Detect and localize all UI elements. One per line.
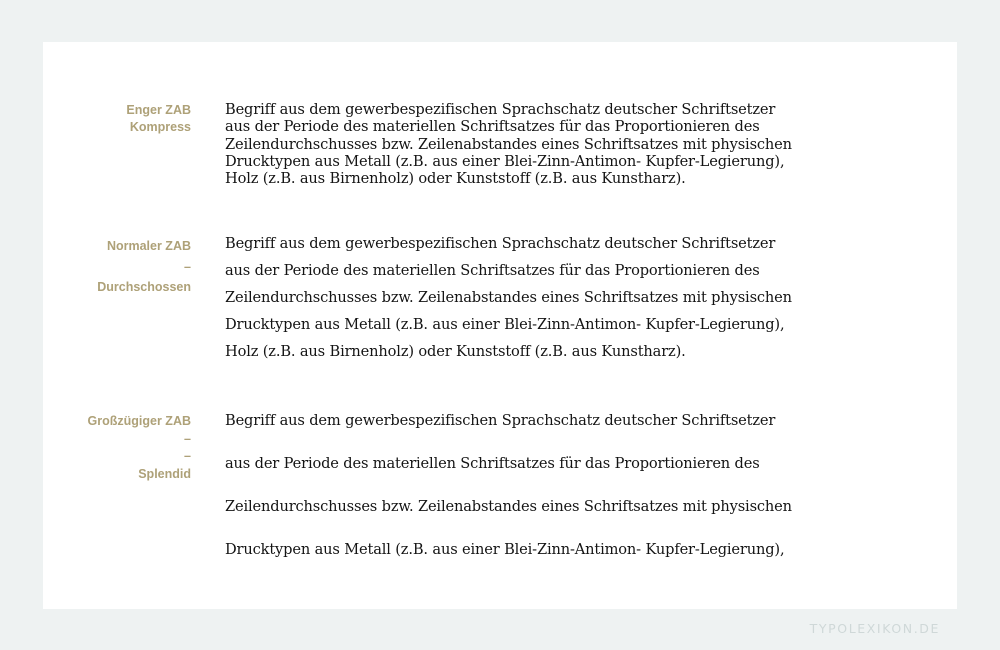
label-line: Durchschossen	[97, 280, 191, 294]
paragraph-kompress	[225, 101, 925, 187]
text-line: Begriff aus dem gewerbespezifischen Sprachschatz deutscher Schriftsetzer	[225, 412, 776, 429]
section-label-splendid	[45, 413, 191, 483]
section-label-durchschossen	[45, 236, 191, 298]
text-line: Holz (z.B. aus Birnenholz) oder Kunststoff (z.B. aus Kunstharz).	[225, 343, 686, 360]
label-line: Enger ZAB	[126, 103, 191, 117]
text-line: Zeilendurchschusses bzw. Zeilenabstandes eines Schriftsatzes mit physischen	[225, 135, 792, 153]
text-line: Drucktypen aus Metall (z.B. aus einer Blei-Zinn-Antimon- Kupfer-Legierung),	[225, 316, 785, 333]
paragraph-splendid	[225, 399, 925, 571]
text-line: Drucktypen aus Metall (z.B. aus einer Blei-Zinn-Antimon- Kupfer-Legierung),	[225, 152, 785, 170]
text-line: aus der Periode des materiellen Schriftsatzes für das Proportionieren des	[225, 455, 760, 472]
text-line: Begriff aus dem gewerbespezifischen Sprachschatz deutscher Schriftsetzer	[225, 101, 776, 118]
text-line: aus der Periode des materiellen Schriftsatzes für das Proportionieren des	[225, 262, 760, 279]
text-line: Zeilendurchschusses bzw. Zeilenabstandes eines Schriftsatzes mit physischen	[225, 498, 792, 515]
paragraph-durchschossen	[225, 230, 925, 365]
label-line: Normaler ZAB	[106, 239, 191, 253]
label-line: Splendid	[138, 466, 191, 481]
label-line: –	[184, 449, 191, 463]
text-line: Begriff aus dem gewerbespezifischen Sprachschatz deutscher Schriftsetzer	[225, 235, 776, 252]
label-line: Großzügiger ZAB	[87, 414, 191, 428]
text-line: Zeilendurchschusses bzw. Zeilenabstandes eines Schriftsatzes mit physischen	[225, 289, 792, 306]
text-line: aus der Periode des materiellen Schriftsatzes für das Proportionieren des	[225, 118, 760, 136]
text-line: Drucktypen aus Metall (z.B. aus einer Blei-Zinn-Antimon- Kupfer-Legierung),	[225, 541, 785, 558]
section-label-kompress	[45, 102, 191, 136]
label-line: –	[184, 431, 191, 446]
text-line: Holz (z.B. aus Birnenholz) oder Kunststoff (z.B. aus Kunstharz).	[225, 170, 686, 188]
brand-watermark: TYPOLEXIKON.DE	[809, 621, 940, 636]
label-line: –	[184, 259, 191, 274]
label-line: Kompress	[129, 120, 191, 134]
